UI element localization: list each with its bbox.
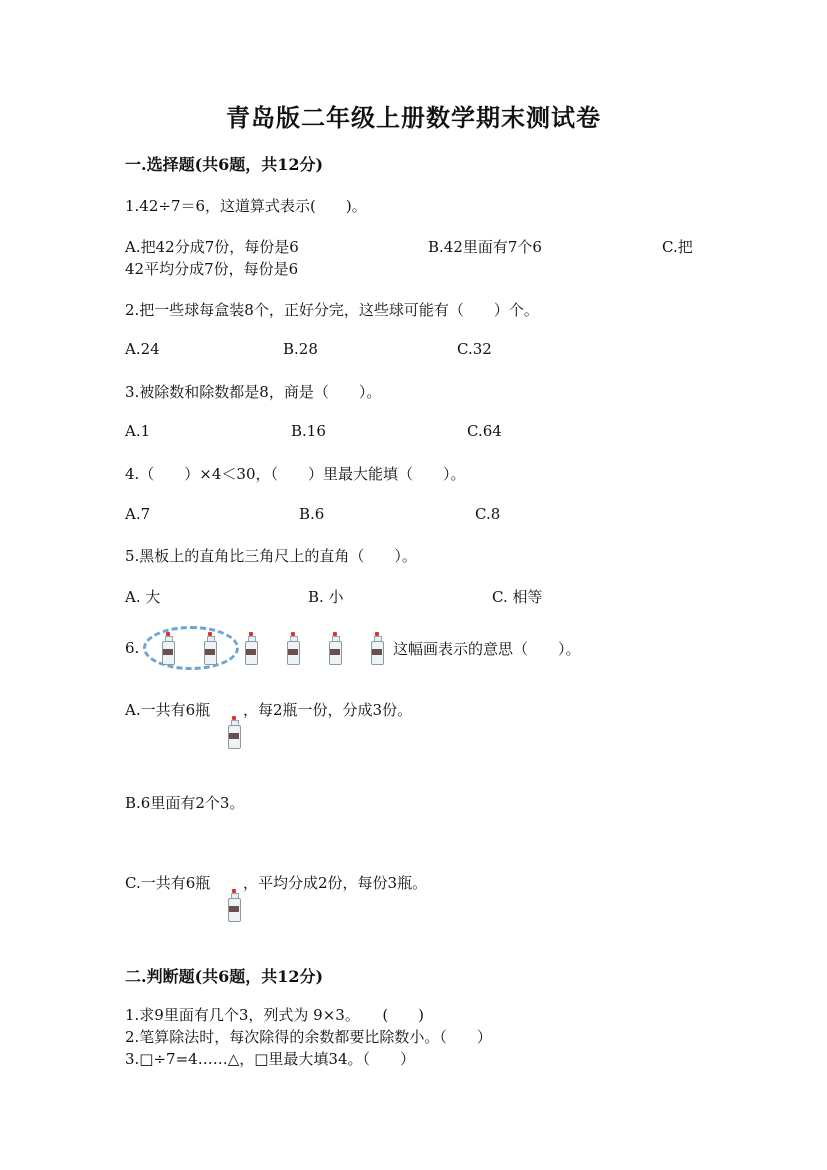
bottle-icon [371, 632, 383, 664]
question-6-option-a: A.一共有6瓶 [125, 701, 211, 719]
page-title: 青岛版二年级上册数学期末测试卷 [226, 103, 601, 132]
question-5-option-b: B. 小 [308, 588, 344, 606]
question-6-option-a-continued: ，每2瓶一份，分成3份。 [243, 701, 413, 719]
judgement-question-1: 1.求9里面有几个3，列式为 9×3。 ( ) [125, 1006, 425, 1024]
question-1-option-c: C.把 [662, 238, 693, 256]
question-1-option-a: A.把42分成7份，每份是6 [125, 238, 299, 256]
question-6-option-c: C.一共有6瓶 [125, 874, 211, 892]
question-5-option-a: A. 大 [125, 588, 161, 606]
question-3-option-c: C.64 [467, 422, 502, 440]
section-heading-choice: 一.选择题(共6题，共12分) [125, 155, 324, 174]
bottle-icon [162, 632, 174, 664]
bottle-icon [329, 632, 341, 664]
bottle-icon [245, 632, 257, 664]
section-heading-judgement: 二.判断题(共6题，共12分) [125, 967, 324, 986]
question-2-stem: 2.把一些球每盒装8个，正好分完，这些球可能有（ ）个。 [125, 301, 539, 319]
judgement-question-3: 3.□÷7=4……△，□里最大填34。（ ） [125, 1050, 416, 1068]
question-3-option-b: B.16 [291, 422, 326, 440]
bottle-icon [228, 716, 240, 748]
question-5-stem: 5.黑板上的直角比三角尺上的直角（ ）。 [125, 547, 417, 565]
question-5-option-c: C. 相等 [492, 588, 543, 606]
question-4-stem: 4.（ ）×4＜30，（ ）里最大能填（ ）。 [125, 465, 466, 483]
question-4-option-c: C.8 [475, 505, 501, 523]
question-1-option-b: B.42里面有7个6 [428, 238, 542, 256]
question-1-option-c-continued: 42平均分成7份，每份是6 [125, 260, 299, 278]
question-4-option-a: A.7 [125, 505, 151, 523]
question-2-option-b: B.28 [283, 340, 318, 358]
bottle-icon [204, 632, 216, 664]
grouping-ellipse [143, 626, 239, 670]
question-2-option-c: C.32 [457, 340, 492, 358]
bottle-icon [287, 632, 299, 664]
question-3-option-a: A.1 [125, 422, 151, 440]
question-6-stem: 这幅画表示的意思（ ）。 [393, 640, 581, 658]
question-6-number: 6. [125, 639, 140, 657]
question-4-option-b: B.6 [299, 505, 325, 523]
bottle-icon [228, 889, 240, 921]
judgement-question-2: 2.笔算除法时，每次除得的余数都要比除数小。（ ） [125, 1028, 492, 1046]
question-1-stem: 1.42÷7＝6，这道算式表示( )。 [125, 197, 367, 215]
question-6-option-c-continued: ，平均分成2份，每份3瓶。 [243, 874, 428, 892]
question-6-option-b: B.6里面有2个3。 [125, 794, 245, 812]
question-3-stem: 3.被除数和除数都是8，商是（ ）。 [125, 383, 382, 401]
question-2-option-a: A.24 [125, 340, 160, 358]
